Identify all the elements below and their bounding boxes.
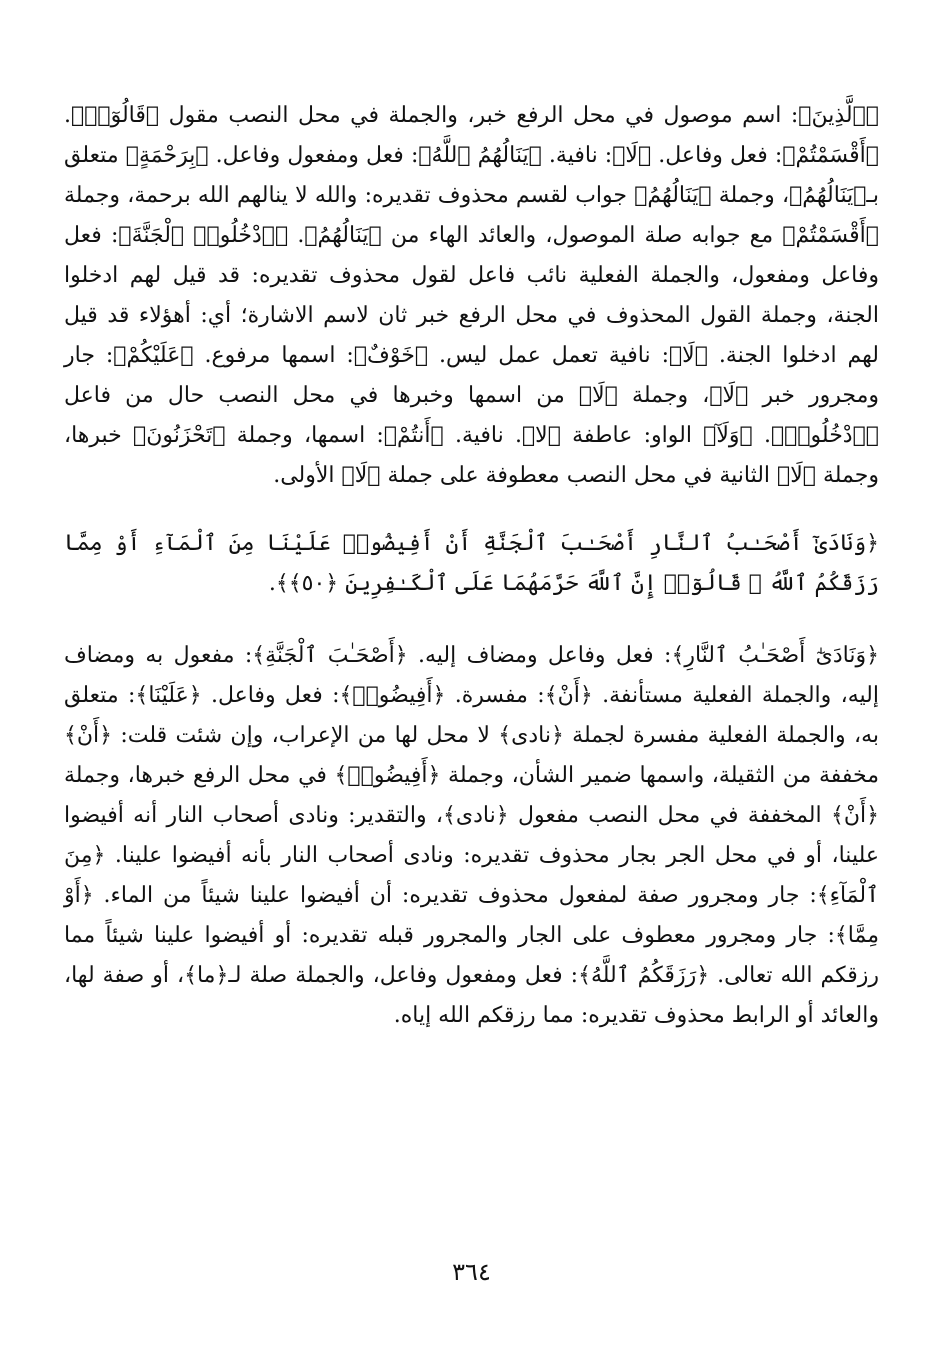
quran-verse: ﴿وَنَادَىٰٓ أَصْحَـٰبُ ٱلنَّارِ أَصْحَـٰبَ ٱلْجَنَّةِ أَنْ أَفِيضُوا۟ عَلَيْنَا مِنَ ٱلْمَآءِ أَوْ مِمَّا رَزَقَكُمُ ٱللَّهُ ۚ قَالُوٓا۟ إِنَّ ٱللَّهَ حَرَّمَهُمَا عَلَى ٱلْكَـٰفِرِينَ ﴿٥٠﴾﴾. — [64, 531, 879, 596]
page-number: ٣٦٤ — [452, 1258, 491, 1286]
grammar-paragraph-2: ﴿وَنَادَىٰٓ أَصْحَـٰبُ ٱلنَّارِ﴾: فعل وفاعل ومضاف إليه. ﴿أَصْحَـٰبَ ٱلْجَنَّةِ﴾: مفعول به ومضاف إليه، والجملة الفعلية مستأنفة. ﴿أَنْ﴾: مفسرة. ﴿أَفِيضُوا۟﴾: فعل وفاعل. ﴿عَلَيْنَا﴾: متعلق به، والجملة الفعلية مفسرة لجملة ﴿نادى﴾ لا محل لها من الإعراب، وإن شئت قلت: ﴿أَنْ﴾ مخففة من الثقيلة، واسمها ضمير الشأن، وجملة ﴿أَفِيضُوا۟﴾ في محل الرفع خبرها، وجملة ﴿أَنْ﴾ المخففة في محل النصب مفعول ﴿نادى﴾، والتقدير: ونادى أصحاب النار أنه أفيضوا علينا، أو في محل الجر بجار محذوف تقديره: ونادى أصحاب النار بأنه أفيضوا علينا. ﴿مِنَ ٱلْمَآءِ﴾: جار ومجرور صفة لمفعول محذوف تقديره: أن أفيضوا علينا شيئاً من الماء. ﴿أَوْ مِمَّا﴾: جار ومجرور معطوف على الجار والمجرور قبله تقديره: أو أفيضوا علينا شيئاً مما رزقكم الله تعالى. ﴿رَزَقَكُمُ ٱللَّهُ﴾: فعل ومفعول وفاعل، والجملة صلة لـ﴿ما﴾، أو صفة لها، والعائد أو الرابط محذوف تقديره: مما رزقكم الله إياه. — [64, 643, 879, 1028]
book-page — [64, 96, 879, 1336]
grammar-paragraph-1: ﴿ٱلَّذِينَ﴾: اسم موصول في محل الرفع خبر، والجملة في محل النصب مقول ﴿قَالُوٓا۟﴾. ﴿أَقْسَمْتُمْ﴾: فعل وفاعل. ﴿لَا﴾: نافية. ﴿يَنَالُهُمُ ٱللَّهُ﴾: فعل ومفعول وفاعل. ﴿بِرَحْمَةٍ﴾ متعلق بـ﴿يَنَالُهُمُ﴾، وجملة ﴿يَنَالُهُمُ﴾ جواب لقسم محذوف تقديره: والله لا ينالهم الله برحمة، وجملة ﴿أَقْسَمْتُمْ﴾ مع جوابه صلة الموصول، والعائد الهاء من ﴿يَنَالُهُمُ﴾. ﴿ٱدْخُلُوا۟ ٱلْجَنَّةَ﴾: فعل وفاعل ومفعول، والجملة الفعلية نائب فاعل لقول محذوف تقديره: قد قيل لهم ادخلوا الجنة، وجملة القول المحذوف في محل الرفع خبر ثان لاسم الاشارة؛ أي: أهؤلاء قد قيل لهم ادخلوا الجنة. ﴿لَا﴾: نافية تعمل عمل ليس. ﴿خَوْفٌ﴾: اسمها مرفوع. ﴿عَلَيْكُمْ﴾: جار ومجرور خبر ﴿لَا﴾، وجملة ﴿لَا﴾ من اسمها وخبرها في محل النصب حال من فاعل ﴿ٱدْخُلُوا۟﴾. ﴿وَلَآ﴾ الواو: عاطفة ﴿لا﴾. نافية. ﴿أَنتُمْ﴾: اسمها، وجملة ﴿تَحْزَنُونَ﴾ خبرها، وجملة ﴿لَا﴾ الثانية في محل النصب معطوفة على جملة ﴿لَا﴾ الأولى. — [64, 103, 879, 488]
